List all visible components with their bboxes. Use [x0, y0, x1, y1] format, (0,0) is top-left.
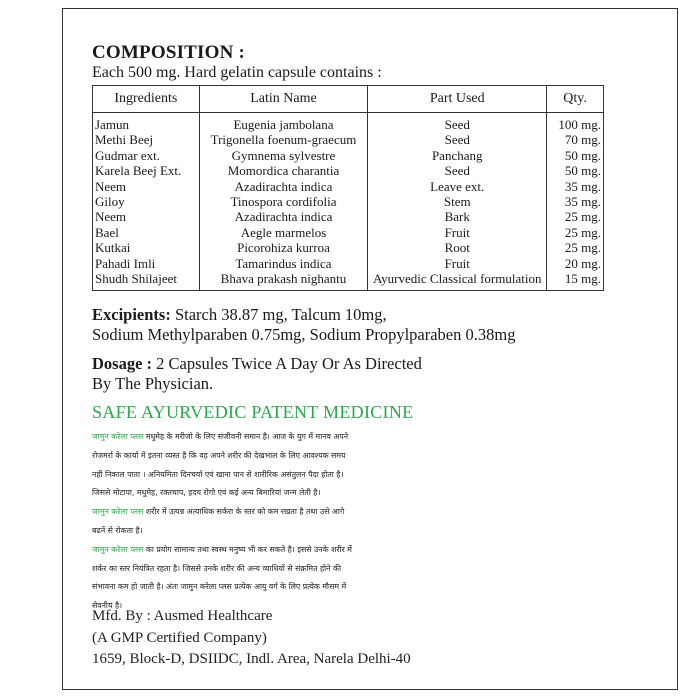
table-row: [93, 148, 604, 163]
cell-qty: 35 mg.: [547, 194, 604, 209]
hindi-line: नहीं निकाल पाता । अनियमिता दिनचर्या एवं खाना पान से शारीरिक असंतुलन पैदा होता है।: [92, 469, 344, 479]
cell-qty: 50 mg.: [547, 163, 604, 178]
brand-name: जामुन करेला प्लस: [92, 544, 144, 554]
table-row: [93, 113, 604, 133]
cell-ingredient: Giloy: [93, 194, 200, 209]
excipients-section: [92, 305, 515, 345]
cell-qty: 20 mg.: [547, 256, 604, 271]
dosage-label: Dosage :: [92, 354, 153, 373]
table-row: [93, 256, 604, 271]
table-row: [93, 194, 604, 209]
manufacturer-name: Mfd. By : Ausmed Healthcare: [92, 608, 273, 624]
hindi-line: शर्कर का स्तर नियंत्रित रहता है। जिससे उनके शरीर की अन्य व्याधियों से संक्रमित होने की: [92, 563, 341, 573]
cell-latin-name: Bhava prakash nighantu: [199, 271, 368, 291]
cell-latin-name: Picorohiza kurroa: [199, 240, 368, 255]
hindi-text: शरीर में उत्पन्न अत्याधिक सर्करा के स्तर को कम रखता है तथा उसे आगे: [145, 507, 345, 517]
hindi-line: सेवनीय है।: [92, 601, 123, 611]
cell-qty: 25 mg.: [547, 240, 604, 255]
cell-latin-name: Eugenia jambolana: [199, 113, 368, 133]
table-row: [93, 225, 604, 240]
hindi-description: [92, 428, 612, 616]
composition-title: COMPOSITION :: [92, 42, 246, 63]
table-row: [93, 209, 604, 224]
manufacturer-address: 1659, Block-D, DSIIDC, Indl. Area, Narela Delhi-40: [92, 651, 411, 667]
table-row: [93, 179, 604, 194]
header-ingredients: Ingredients: [93, 86, 200, 113]
cell-latin-name: Momordica charantia: [199, 163, 368, 178]
cell-ingredient: Neem: [93, 209, 200, 224]
cell-latin-name: Gymnema sylvestre: [199, 148, 368, 163]
cell-part-used: Seed: [368, 113, 547, 133]
cell-ingredient: Shudh Shilajeet: [93, 271, 200, 291]
table-header-row: [93, 86, 604, 113]
safe-medicine-title: SAFE AYURVEDIC PATENT MEDICINE: [92, 402, 414, 422]
cell-qty: 15 mg.: [547, 271, 604, 291]
cell-latin-name: Trigonella foenum-graecum: [199, 132, 368, 147]
cell-ingredient: Methi Beej: [93, 132, 200, 147]
table-row: [93, 240, 604, 255]
cell-part-used: Bark: [368, 209, 547, 224]
brand-name: जामुन करेला प्लस: [92, 507, 144, 517]
cell-part-used: Fruit: [368, 225, 547, 240]
cell-qty: 35 mg.: [547, 179, 604, 194]
hindi-line: रोजमर्रा के कार्या में इतना व्यस्त है कि वह अपने शरीर की देखभाल के लिए आवश्यक समय: [92, 450, 346, 460]
cell-ingredient: Gudmar ext.: [93, 148, 200, 163]
cell-part-used: Seed: [368, 132, 547, 147]
dosage-line-2: By The Physician.: [92, 374, 214, 393]
hindi-line: बढनें से रोकता है।: [92, 525, 143, 535]
composition-intro: Each 500 mg. Hard gelatin capsule contains :: [92, 64, 382, 81]
cell-ingredient: Kutkai: [93, 240, 200, 255]
cell-part-used: Ayurvedic Classical formulation: [368, 271, 547, 291]
excipients-label: Excipients:: [92, 305, 171, 324]
cell-part-used: Fruit: [368, 256, 547, 271]
cell-ingredient: Pahadi Imli: [93, 256, 200, 271]
hindi-line: [92, 428, 612, 447]
hindi-line: जिससे मोटापा, मधुमेह, रक्तचाप, हदय रोगो एवं कई अन्य बिमारियां जन्म लेती है।: [92, 488, 321, 498]
dosage-line-1: 2 Capsules Twice A Day Or As Directed: [156, 354, 422, 373]
hindi-line: [92, 541, 612, 560]
cell-ingredient: Neem: [93, 179, 200, 194]
cell-ingredient: Bael: [93, 225, 200, 240]
header-qty: Qty.: [547, 86, 604, 113]
cell-latin-name: Tamarindus indica: [199, 256, 368, 271]
cell-ingredient: Jamun: [93, 113, 200, 133]
cell-ingredient: Karela Beej Ext.: [93, 163, 200, 178]
manufacturer-info: [92, 606, 411, 671]
cell-latin-name: Tinospora cordifolia: [199, 194, 368, 209]
brand-name: जामुन करेला प्लस: [92, 432, 144, 441]
header-part-used: Part Used: [368, 86, 547, 113]
cell-part-used: Seed: [368, 163, 547, 178]
cell-part-used: Leave ext.: [368, 179, 547, 194]
cell-latin-name: Aegle marmelos: [199, 225, 368, 240]
table-row: [93, 163, 604, 178]
composition-table: [92, 85, 604, 291]
cell-part-used: Root: [368, 240, 547, 255]
excipients-line-2: Sodium Methylparaben 0.75mg, Sodium Propylparaben 0.38mg: [92, 325, 516, 344]
cell-latin-name: Azadirachta indica: [199, 209, 368, 224]
cell-qty: 70 mg.: [547, 132, 604, 147]
hindi-text: मधुमेह के मरीजो के लिए संजीवनी समान है। आज के युग में मानव अपने: [145, 432, 349, 441]
cell-part-used: Stem: [368, 194, 547, 209]
header-latin-name: Latin Name: [199, 86, 368, 113]
table-row: [93, 271, 604, 291]
hindi-line: संभावना कम हो जाती है। अंतः जामुन करेला प्लस प्रत्येक आयु वर्ग के लिए प्रत्येक मौसम में: [92, 582, 347, 592]
cell-latin-name: Azadirachta indica: [199, 179, 368, 194]
cell-qty: 25 mg.: [547, 209, 604, 224]
hindi-line: [92, 503, 612, 522]
hindi-text: का प्रयोग सामान्य तथा स्वस्थ मनुष्य भी कर सकते है। इससे उनके शरीर में: [145, 544, 352, 554]
cell-qty: 50 mg.: [547, 148, 604, 163]
dosage-section: [92, 354, 422, 394]
cell-part-used: Panchang: [368, 148, 547, 163]
cell-qty: 25 mg.: [547, 225, 604, 240]
excipients-line-1: Starch 38.87 mg, Talcum 10mg,: [174, 305, 387, 324]
table-row: [93, 132, 604, 147]
manufacturer-certification: (A GMP Certified Company): [92, 629, 267, 646]
cell-qty: 100 mg.: [547, 113, 604, 133]
